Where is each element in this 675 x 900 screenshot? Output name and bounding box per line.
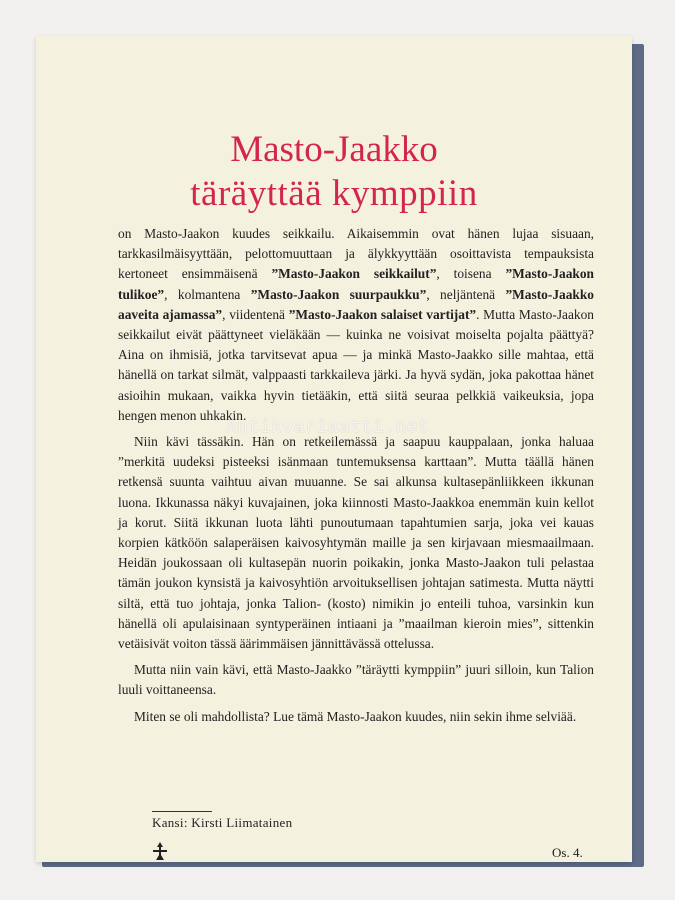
title-line-1: Masto-Jaakko <box>230 129 438 170</box>
blurb-paragraph-2: Niin kävi tässäkin. Hän on retkeilemässä ja saapuu kauppalaan, jonka haluaa ”merkitä uudeksi pisteeksi isänmaan tuntemuksensa karttaan”. Mutta täällä hänen retkensä suunta vaihtuu aivan muuanne. Se sai alkunsa kultasepänliikkeen ikkunan luona. Ikkunassa näkyi kuvajainen, joka kiinnosti Masto-Jaakkoa enemmän kuin kellot ja korut. Siitä ikkunan luota lähti punoutumaan tapahtumien sarja, joka vei kauas korpien kätköön salaperäisen kaivosyhtymän maille ja sen kirjavaan miesmaailmaan. Heidän joukossaan oli kultasepän nuorin poikakin, jonka Masto-Jaakon tuli pelastaa tämän joukon kynsistä ja kaivosyhtiön arvoituksellisen johtajan satimesta. Mutta näytti siltä, että tuo johtaja, jonka Talion- (kosto) nimikin jo enteili tuhoa, varsinkin kun hänellä oli apulaisinaan syntyperäinen intiaani ja ”maailman kieroin mies”, sittenkin vetäisivät voiton tässä äärimmäisen jännittävässä ottelussa. <box>118 434 594 652</box>
title-line-2: täräyttää kymppiin <box>190 173 478 214</box>
blurb-text <box>118 224 594 727</box>
text-run: , toisena <box>436 266 506 282</box>
text-run: . Mutta Masto-Jaakon seikkailut eivät päättyneet vieläkään — kuinka ne voisivat moiselta pojalta päättyä? Aina on ihmisiä, jotka tarvitsevat apua — ja minkä Masto-Jaakko sille mahtaa, että hänellä on tarkat silmät, valppaasti tarkkaileva järki. Ja hyvä sydän, joka pakottaa hänet asioihin mukaan, vaikka hyvin tietääkin, että siitä seuraa pelkkiä vaikeuksia, jopa hengen menon uhkakin. <box>118 306 594 423</box>
blurb-paragraph-1 <box>118 224 594 426</box>
watermark: Antikvariaatti.net <box>226 418 430 438</box>
blurb-paragraph-4: Miten se oli mahdollista? Lue tämä Masto-Jaakon kuudes, niin sekin ihme selviää. <box>134 708 577 724</box>
book-back-cover <box>36 36 632 862</box>
text-run: , kolmantena <box>164 286 251 302</box>
credit-divider <box>152 811 212 812</box>
blurb-paragraph-3: Mutta niin vain kävi, että Masto-Jaakko ”täräytti kymppiin” juuri silloin, kun Talion luuli voittaneensa. <box>118 662 594 698</box>
text-run: , neljäntenä <box>426 286 506 302</box>
text-run: , viidentenä <box>222 306 289 322</box>
publisher-logo-icon <box>151 841 169 861</box>
book-title-4: ”Masto-Jaakko aaveita ajamassa” <box>118 286 594 322</box>
text-run: on Masto-Jaakon kuudes seikkailu. Aikaisemmin ovat hänen lujaa sisuaan, tarkkasilmäisyyttään, pelottomuuttaan ja älykkyyttään osoittavista tempauksista kertoneet ensimmäisenä <box>118 226 594 282</box>
cover-artist-credit: Kansi: Kirsti Liimatainen <box>152 815 293 830</box>
book-title-2: ”Masto-Jaakon tulikoe” <box>118 266 594 302</box>
book-title-5: ”Masto-Jaakon salaiset vartijat” <box>288 306 477 322</box>
price-code: Os. 4. <box>552 845 583 860</box>
book-title-1: ”Masto-Jaakon seikkailut” <box>271 266 437 282</box>
book-title-3: ”Masto-Jaakon suurpaukku” <box>250 286 427 302</box>
